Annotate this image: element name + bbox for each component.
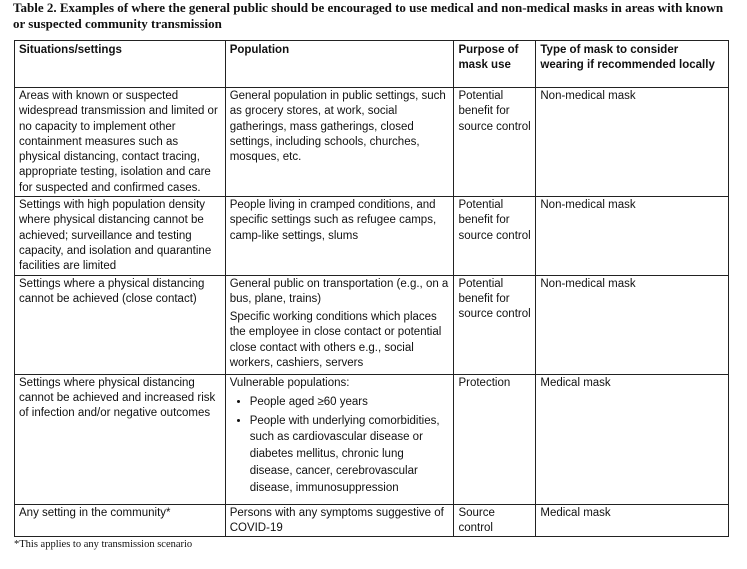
table-row xyxy=(15,197,729,275)
cell-mask-type: Medical mask xyxy=(536,504,729,537)
cell-population: General population in public settings, such as grocery stores, at work, social gatherings, mass gatherings, closed settings, including schools, churches, mosques, etc. xyxy=(225,88,454,197)
cell-mask-type: Medical mask xyxy=(536,374,729,504)
table-row xyxy=(15,275,729,374)
cell-purpose: Potential benefit for source control xyxy=(454,275,536,374)
population-extra: Specific working conditions which places the employee in close contact or potential close contact with others e.g., social workers, cashiers, servers xyxy=(229,311,442,370)
cell-situation: Settings where a physical distancing cannot be achieved (close contact) xyxy=(15,275,226,374)
table-footnote: *This applies to any transmission scenario xyxy=(14,539,193,550)
cell-situation: Areas with known or suspected widespread transmission and limited or no capacity to implement other containment measures such as physical distancing, contact tracing, appropriate testing, isolation and care for suspected and confirmed cases. xyxy=(15,88,226,197)
cell-mask-type: Non-medical mask xyxy=(536,88,729,197)
cell-population: Persons with any symptoms suggestive of COVID-19 xyxy=(225,504,454,537)
list-item: • People aged ≥60 years xyxy=(250,394,450,411)
cell-purpose: Protection xyxy=(454,374,536,504)
cell-population: People living in cramped conditions, and specific settings such as refugee camps, camp-like settings, slums xyxy=(225,197,454,275)
population-line: Vulnerable populations: xyxy=(229,376,350,389)
header-population: Population xyxy=(225,41,454,88)
header-mask-type: Type of mask to consider wearing if recommended locally xyxy=(536,41,729,88)
cell-population xyxy=(225,275,454,374)
cell-situation: Settings where physical distancing cannot be achieved and increased risk of infection and/or negative outcomes xyxy=(15,374,226,504)
cell-purpose: Source control xyxy=(454,504,536,537)
header-purpose: Purpose of mask use xyxy=(454,41,536,88)
table-row xyxy=(15,88,729,197)
cell-population xyxy=(225,374,454,504)
table-header-row xyxy=(15,41,729,88)
table-caption: Table 2. Examples of where the general public should be encouraged to use medical and non-medical masks in areas with known or suspected community transmission xyxy=(13,0,724,31)
cell-purpose: Potential benefit for source control xyxy=(454,88,536,197)
cell-mask-type: Non-medical mask xyxy=(536,197,729,275)
cell-purpose: Potential benefit for source control xyxy=(454,197,536,275)
population-line: General public on transportation (e.g., on a bus, plane, trains) xyxy=(229,277,449,305)
cell-mask-type: Non-medical mask xyxy=(536,275,729,374)
cell-situation: Settings with high population density where physical distancing cannot be achieved; surveillance and testing capacity, and isolation and quarantine facilities are limited xyxy=(15,197,226,275)
header-situations: Situations/settings xyxy=(15,41,226,88)
population-bullet-list xyxy=(230,394,450,497)
table-row xyxy=(15,504,729,537)
table-row xyxy=(15,374,729,504)
cell-situation: Any setting in the community* xyxy=(15,504,226,537)
masks-table xyxy=(14,40,729,537)
list-item: • People with underlying comorbidities, such as cardiovascular disease or diabetes mellitus, chronic lung disease, cancer, cerebrovascular disease, immunosuppression xyxy=(250,413,450,497)
